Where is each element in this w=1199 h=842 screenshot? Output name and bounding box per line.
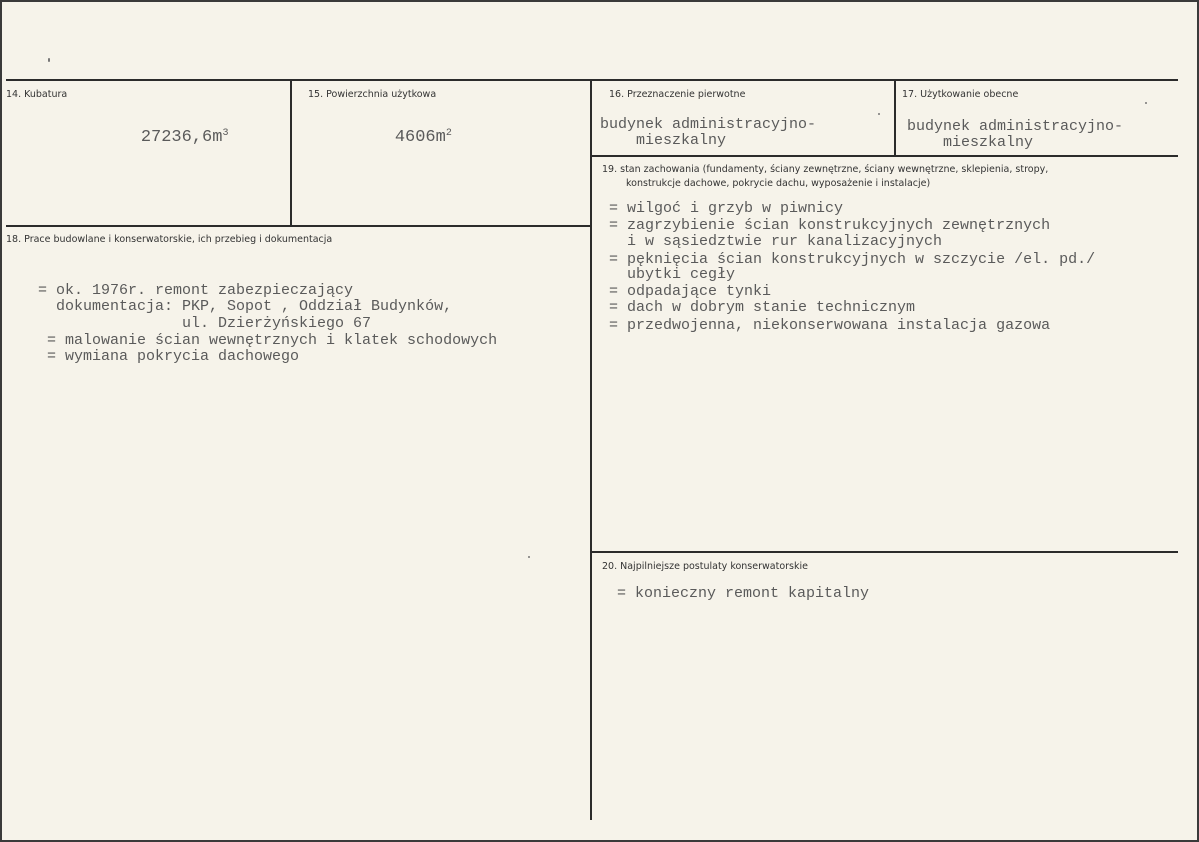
powierzchnia-value: 4606m [394, 128, 446, 147]
kubatura-value: 27236,6m [140, 128, 223, 147]
field-18-line-2: dokumentacja: PKP, Sopot , Oddział Budynków, [38, 298, 453, 315]
field-17-line-2: mieszkalny [907, 134, 1034, 151]
paper-speck [1145, 102, 1147, 104]
field-18-line-3: ul. Dzierżyńskiego 67 [38, 315, 372, 332]
field-19-line-5: ubytki cegły [609, 266, 736, 283]
field-15-value [354, 114, 452, 164]
paper-speck [878, 113, 880, 115]
field-16-line-1: budynek administracyjno- [600, 116, 817, 133]
field-18-line-1: = ok. 1976r. remont zabezpieczający [38, 282, 354, 299]
field-18-label: 18. Prace budowlane i konserwatorskie, ich przebieg i dokumentacja [6, 234, 333, 245]
field-19-label-line-1: 19. stan zachowania (fundamenty, ściany zewnętrzne, ściany wewnętrzne, sklepienia, stropy, [602, 164, 1049, 175]
field-17-line-1: budynek administracyjno- [907, 118, 1124, 135]
paper-speck [48, 58, 50, 62]
field-16-label: 16. Przeznaczenie pierwotne [609, 89, 746, 100]
field-18-line-4: = malowanie ścian wewnętrznych i klatek schodowych [38, 332, 498, 349]
field-19-line-8: = przedwojenna, niekonserwowana instalacja gazowa [609, 317, 1051, 334]
rule-above-20 [592, 551, 1178, 553]
main-column-divider [590, 80, 592, 820]
field-20-label: 20. Najpilniejsze postulaty konserwatorskie [602, 561, 808, 572]
paper-speck [528, 556, 530, 558]
field-19-label-line-2: konstrukcje dachowe, pokrycie dachu, wyposażenie i instalacje) [626, 178, 931, 189]
top-rule [6, 79, 1178, 81]
rule-under-16-17 [592, 155, 1178, 157]
field-18-line-5: = wymiana pokrycia dachowego [38, 348, 300, 365]
field-19-line-4: = pęknięcia ścian konstrukcyjnych w szczycie /el. pd./ [609, 251, 1096, 268]
rule-under-14-15 [6, 225, 591, 227]
field-19-line-6: = odpadające tynki [609, 283, 772, 300]
field-17-label: 17. Użytkowanie obecne [902, 89, 1019, 100]
field-16-line-2: mieszkalny [600, 132, 727, 149]
divider-14-15 [290, 80, 292, 226]
field-19-line-7: = dach w dobrym stanie technicznym [609, 299, 916, 316]
field-14-value [100, 114, 228, 164]
field-19-line-2: = zagrzybienie ścian konstrukcyjnych zewnętrznych [609, 217, 1051, 234]
inventory-card [2, 2, 1197, 840]
divider-16-17 [894, 80, 896, 156]
field-19-line-3: i w sąsiedztwie rur kanalizacyjnych [609, 233, 943, 250]
kubatura-unit-exponent: 3 [222, 128, 229, 139]
field-14-label: 14. Kubatura [6, 89, 68, 100]
field-15-label: 15. Powierzchnia użytkowa [308, 89, 437, 100]
field-20-line-1: = konieczny remont kapitalny [617, 585, 870, 602]
powierzchnia-unit-exponent: 2 [445, 128, 452, 139]
field-19-line-1: = wilgoć i grzyb w piwnicy [609, 200, 844, 217]
